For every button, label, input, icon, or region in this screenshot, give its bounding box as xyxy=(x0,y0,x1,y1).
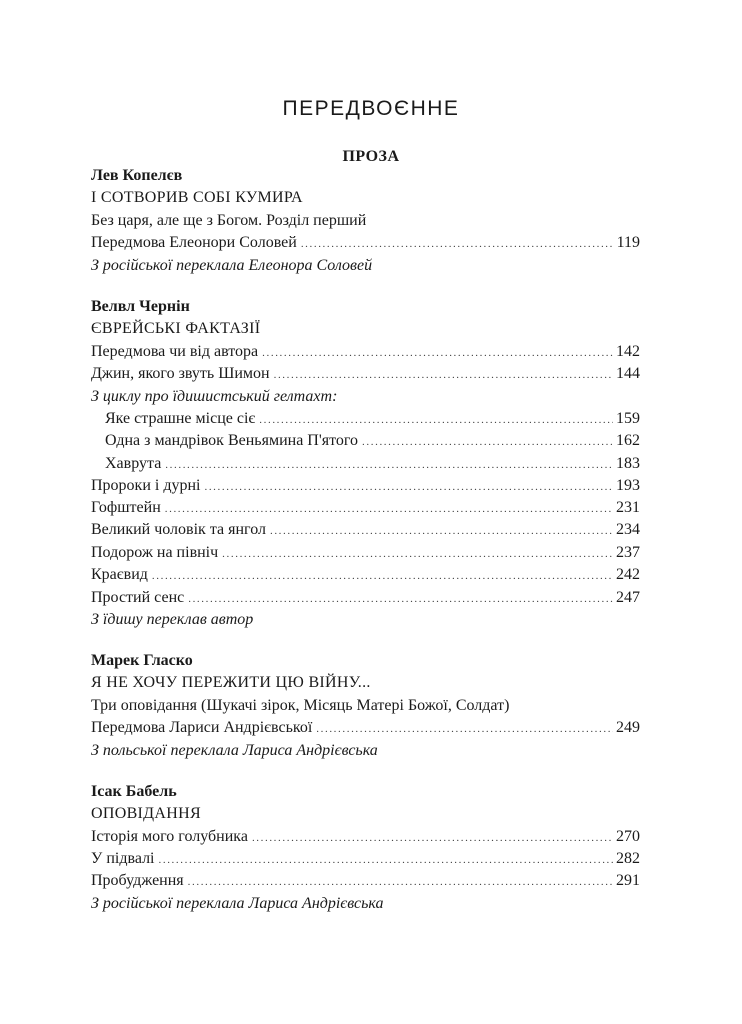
toc-entry-title: Передмова Елеонори Соловей xyxy=(91,234,297,251)
section-label: ПРОЗА xyxy=(342,148,400,165)
toc-entry xyxy=(91,363,640,385)
leader-dots xyxy=(165,498,613,520)
toc-entry xyxy=(91,870,640,892)
work-subtitle: Три оповідання (Шукачі зірок, Місяць Матері Божої, Солдат) xyxy=(91,697,510,714)
toc-entry xyxy=(105,408,640,430)
leader-dots xyxy=(188,871,613,893)
author-name: Велвл Чернін xyxy=(91,298,190,315)
toc-entry xyxy=(105,453,640,475)
translation-note: З російської переклала Елеонора Соловей xyxy=(91,257,373,274)
leader-dots xyxy=(165,454,613,476)
toc-entry-title: Одна з мандрівок Веньямина П'ятого xyxy=(105,432,359,449)
page-number: 234 xyxy=(616,521,640,538)
leader-dots xyxy=(204,476,613,498)
toc-entry-title: Простий сенс xyxy=(91,589,185,606)
leader-dots xyxy=(362,431,613,453)
toc-entry xyxy=(91,341,640,363)
toc-entry-title: Пробудження xyxy=(91,872,184,889)
leader-dots xyxy=(222,543,613,565)
page-number: 142 xyxy=(616,343,640,360)
author-name: Ісак Бабель xyxy=(91,783,177,800)
toc-entry xyxy=(91,717,640,739)
cycle-label: З циклу про їдишистський гелтахт: xyxy=(91,388,338,405)
work-title: ЄВРЕЙСЬКІ ФАКТАЗІЇ xyxy=(91,320,261,337)
leader-dots xyxy=(301,233,614,255)
page-heading: ПЕРЕДВОЄННЕ xyxy=(282,97,460,120)
page-number: 119 xyxy=(616,234,640,251)
page-number: 249 xyxy=(616,719,640,736)
leader-dots xyxy=(188,588,613,610)
page-number: 291 xyxy=(616,872,640,889)
page-number: 247 xyxy=(616,589,640,606)
toc-entry-title: Передмова чи від автора xyxy=(91,343,259,360)
page-number: 144 xyxy=(616,365,640,382)
toc-entry xyxy=(91,497,640,519)
translation-note: З польської переклала Лариса Андрієвська xyxy=(91,742,378,759)
leader-dots xyxy=(152,565,613,587)
page-number: 159 xyxy=(616,410,640,427)
author-name: Лев Копелєв xyxy=(91,167,183,184)
page-number: 231 xyxy=(616,499,640,516)
toc-entry-title: Історія мого голубника xyxy=(91,828,248,845)
page-number: 242 xyxy=(616,566,640,583)
toc-entry-title: Подорож на північ xyxy=(91,544,219,561)
toc-entry xyxy=(91,564,640,586)
toc-entry xyxy=(91,232,640,254)
toc-entry-title: Гофштейн xyxy=(91,499,161,516)
toc-entry-title: Краєвид xyxy=(91,566,148,583)
work-subtitle: Без царя, але ще з Богом. Розділ перший xyxy=(91,212,367,229)
toc-entry-title: Яке страшне місце сіє xyxy=(105,410,256,427)
translation-note: З російської переклала Лариса Андрієвська xyxy=(91,895,384,912)
leader-dots xyxy=(262,342,613,364)
toc-entry-title: Передмова Лариси Андрієвської xyxy=(91,719,313,736)
author-name: Марек Гласко xyxy=(91,652,193,669)
leader-dots xyxy=(274,364,613,386)
toc-entry xyxy=(91,826,640,848)
toc-entry xyxy=(91,587,640,609)
toc-entry-title: Хаврута xyxy=(105,455,162,472)
toc-entry-title: Джин, якого звуть Шимон xyxy=(91,365,270,382)
leader-dots xyxy=(270,520,613,542)
toc-entry xyxy=(105,430,640,452)
translation-note: З їдишу переклав автор xyxy=(91,611,254,628)
toc-entry-title: Великий чоловік та янгол xyxy=(91,521,266,538)
leader-dots xyxy=(159,849,614,871)
toc-entry xyxy=(91,519,640,541)
leader-dots xyxy=(259,409,613,431)
work-title: Я НЕ ХОЧУ ПЕРЕЖИТИ ЦЮ ВІЙНУ... xyxy=(91,674,371,691)
toc-entry xyxy=(91,542,640,564)
leader-dots xyxy=(316,718,613,740)
page-number: 162 xyxy=(616,432,640,449)
page-number: 193 xyxy=(616,477,640,494)
page-number: 270 xyxy=(616,828,640,845)
toc-entry-title: У підвалі xyxy=(91,850,155,867)
page-number: 237 xyxy=(616,544,640,561)
work-title: ОПОВІДАННЯ xyxy=(91,805,201,822)
toc-entry xyxy=(91,848,640,870)
toc-entry-title: Пророки і дурні xyxy=(91,477,201,494)
page-number: 282 xyxy=(616,850,640,867)
page-number: 183 xyxy=(616,455,640,472)
toc-entry xyxy=(91,475,640,497)
leader-dots xyxy=(252,827,613,849)
work-title: І СОТВОРИВ СОБІ КУМИРА xyxy=(91,189,303,206)
